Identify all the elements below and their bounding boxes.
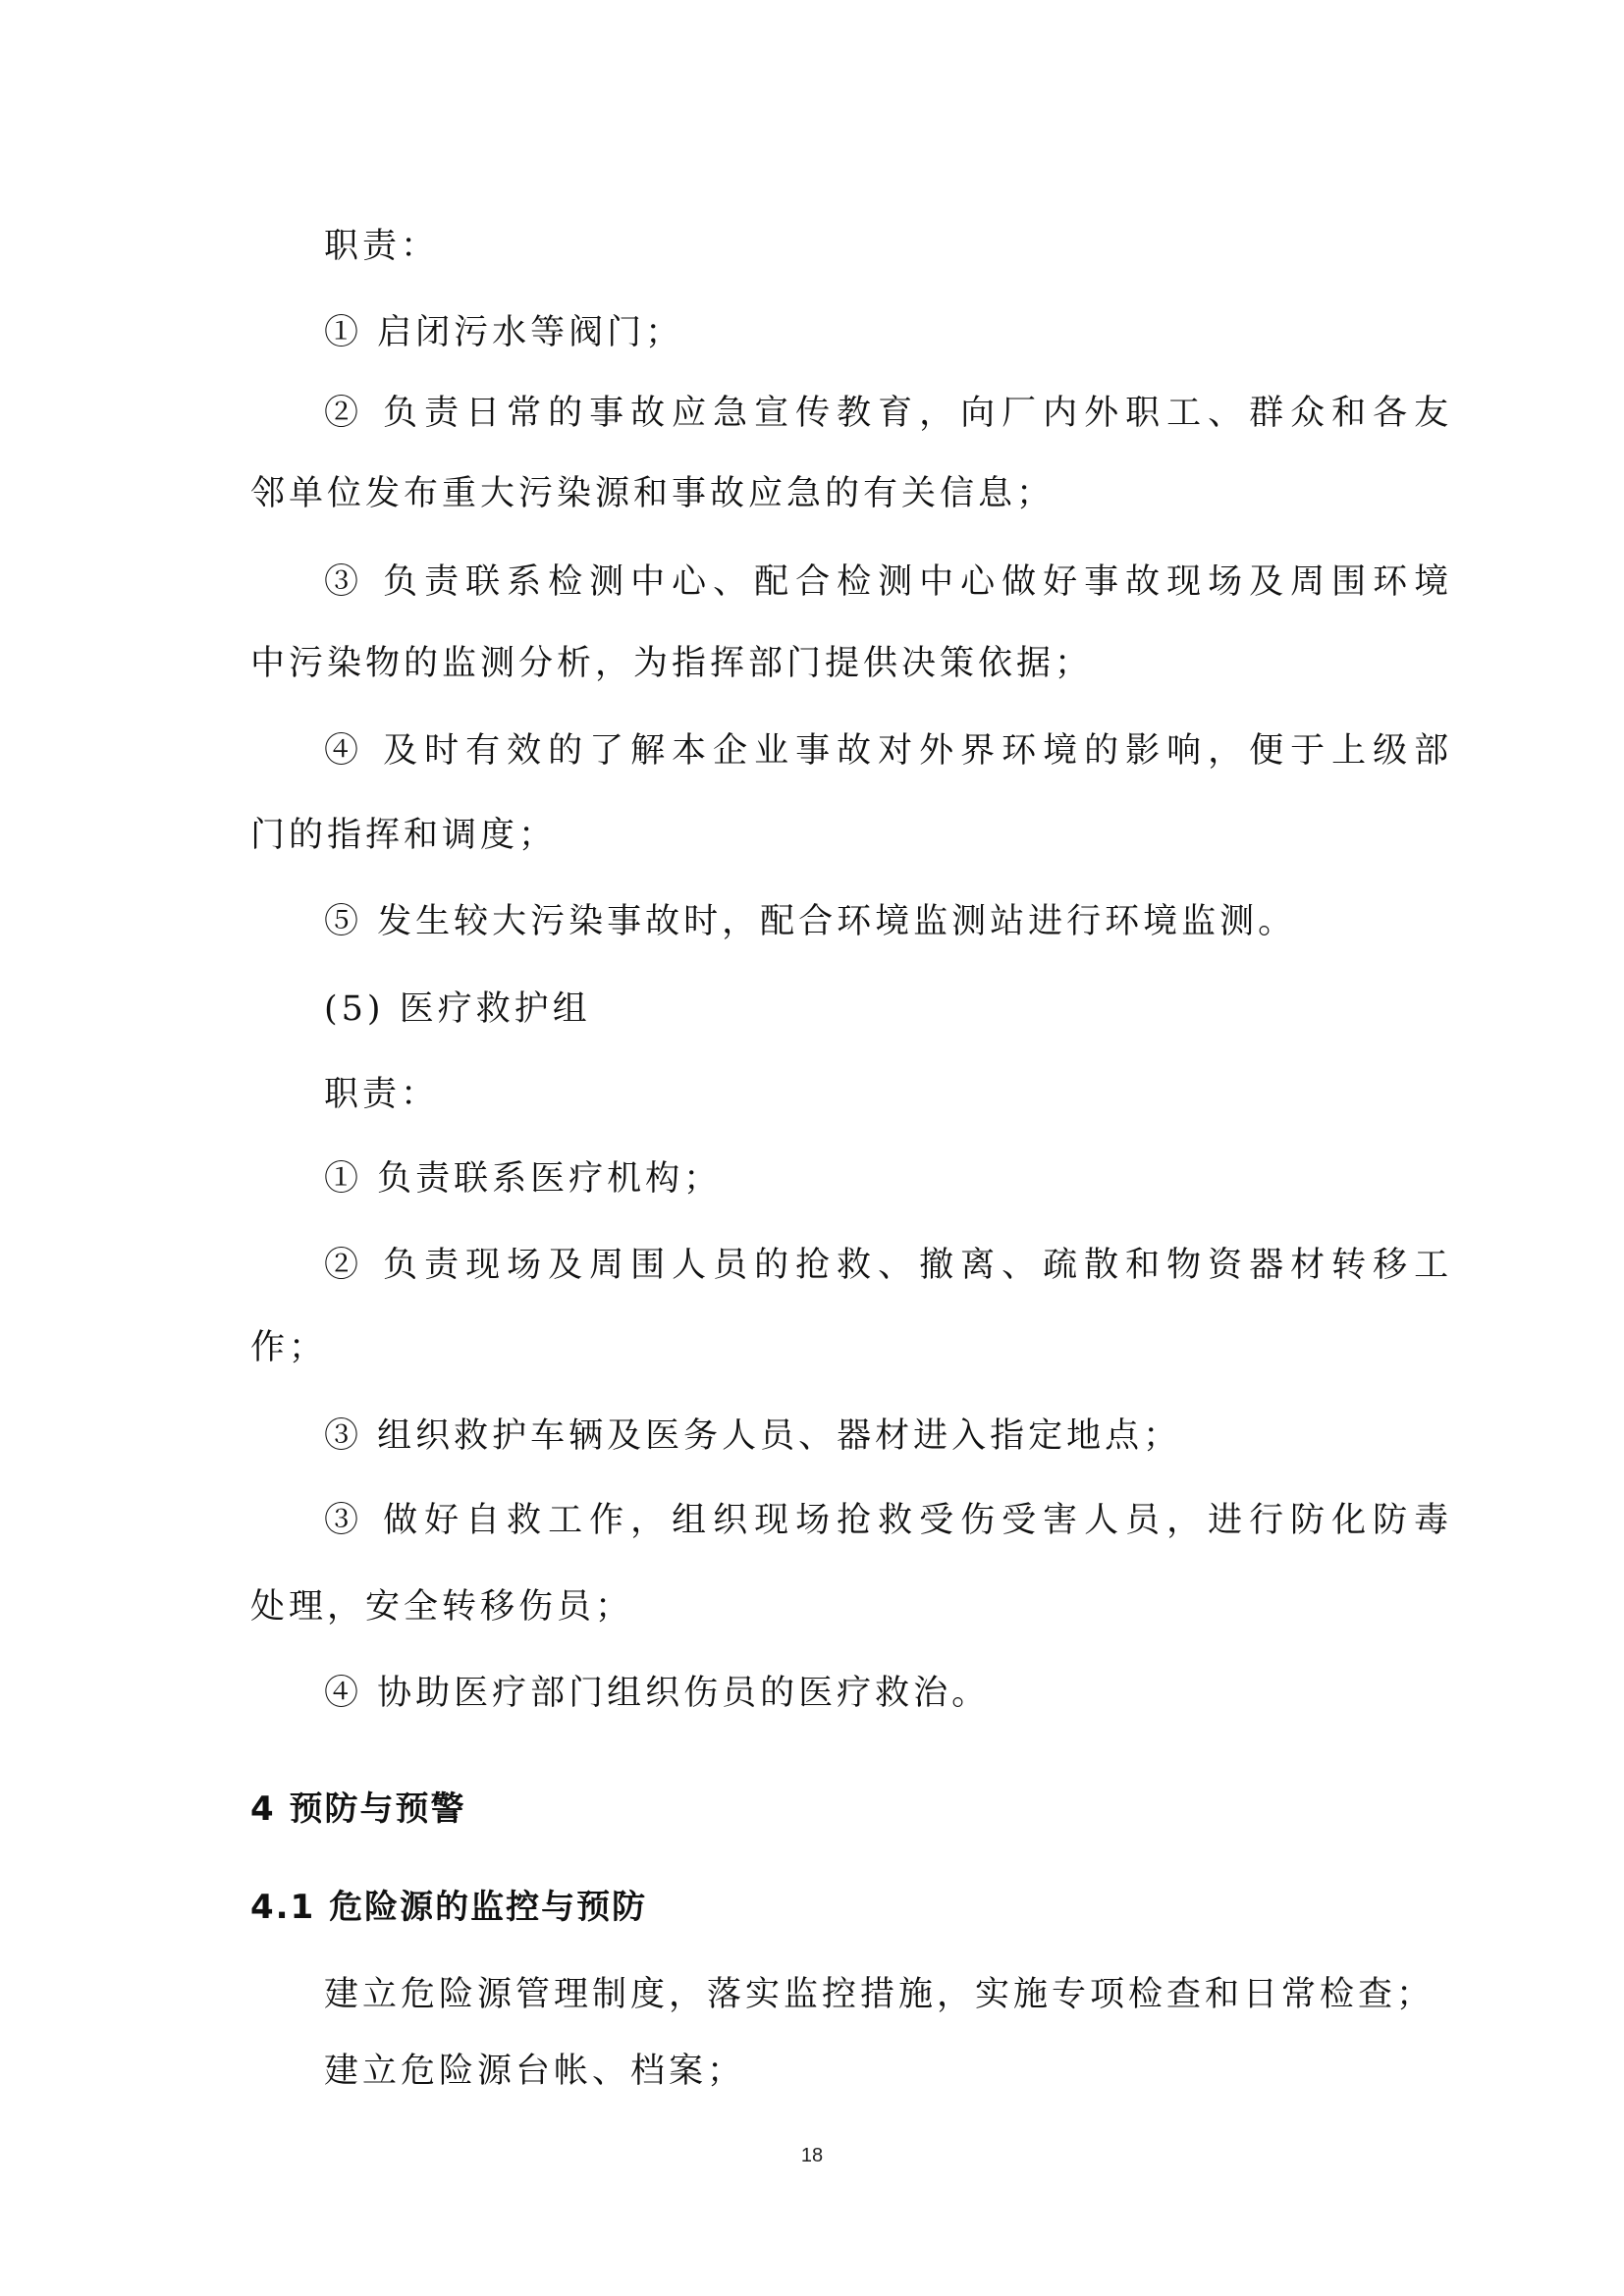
- paragraph-line: ③ 负责联系检测中心、配合检测中心做好事故现场及周围环境: [324, 562, 1456, 602]
- paragraph-line: ④ 及时有效的了解本企业事故对外界环境的影响，便于上级部: [324, 731, 1456, 771]
- paragraph-line: ③ 组织救护车辆及医务人员、器材进入指定地点；: [324, 1416, 1182, 1456]
- paragraph-line: 职责：: [324, 1075, 440, 1114]
- paragraph-line: ① 启闭污水等阀门；: [324, 313, 684, 352]
- paragraph-line: 作；: [250, 1328, 328, 1367]
- paragraph-line: ④ 协助医疗部门组织伤员的医疗救治。: [324, 1674, 991, 1713]
- paragraph-line: 建立危险源台帐、档案；: [324, 2052, 746, 2091]
- paragraph-line: 门的指挥和调度；: [250, 816, 558, 855]
- subsection-heading: 4.1 危险源的监控与预防: [250, 1888, 648, 1927]
- paragraph-line: ① 负责联系医疗机构；: [324, 1159, 723, 1199]
- paragraph-line: 邻单位发布重大污染源和事故应急的有关信息；: [250, 474, 1056, 513]
- paragraph-line: 职责：: [324, 227, 440, 266]
- paragraph-line: 建立危险源管理制度，落实监控措施，实施专项检查和日常检查；: [324, 1975, 1435, 2014]
- paragraph-line: ② 负责现场及周围人员的抢救、撤离、疏散和物资器材转移工: [324, 1246, 1456, 1285]
- paragraph-line: ⑤ 发生较大污染事故时，配合环境监测站进行环境监测。: [324, 902, 1297, 941]
- paragraph-line: ③ 做好自救工作，组织现场抢救受伤受害人员，进行防化防毒: [324, 1501, 1456, 1540]
- paragraph-line: 中污染物的监测分析，为指挥部门提供决策依据；: [250, 644, 1094, 683]
- section-subheading: (5) 医疗救护组: [324, 989, 591, 1029]
- page-number: 18: [800, 2145, 824, 2166]
- paragraph-line: 处理，安全转移伤员；: [250, 1587, 634, 1627]
- paragraph-line: ② 负责日常的事故应急宣传教育，向厂内外职工、群众和各友: [324, 394, 1456, 433]
- section-heading: 4 预防与预警: [250, 1789, 466, 1829]
